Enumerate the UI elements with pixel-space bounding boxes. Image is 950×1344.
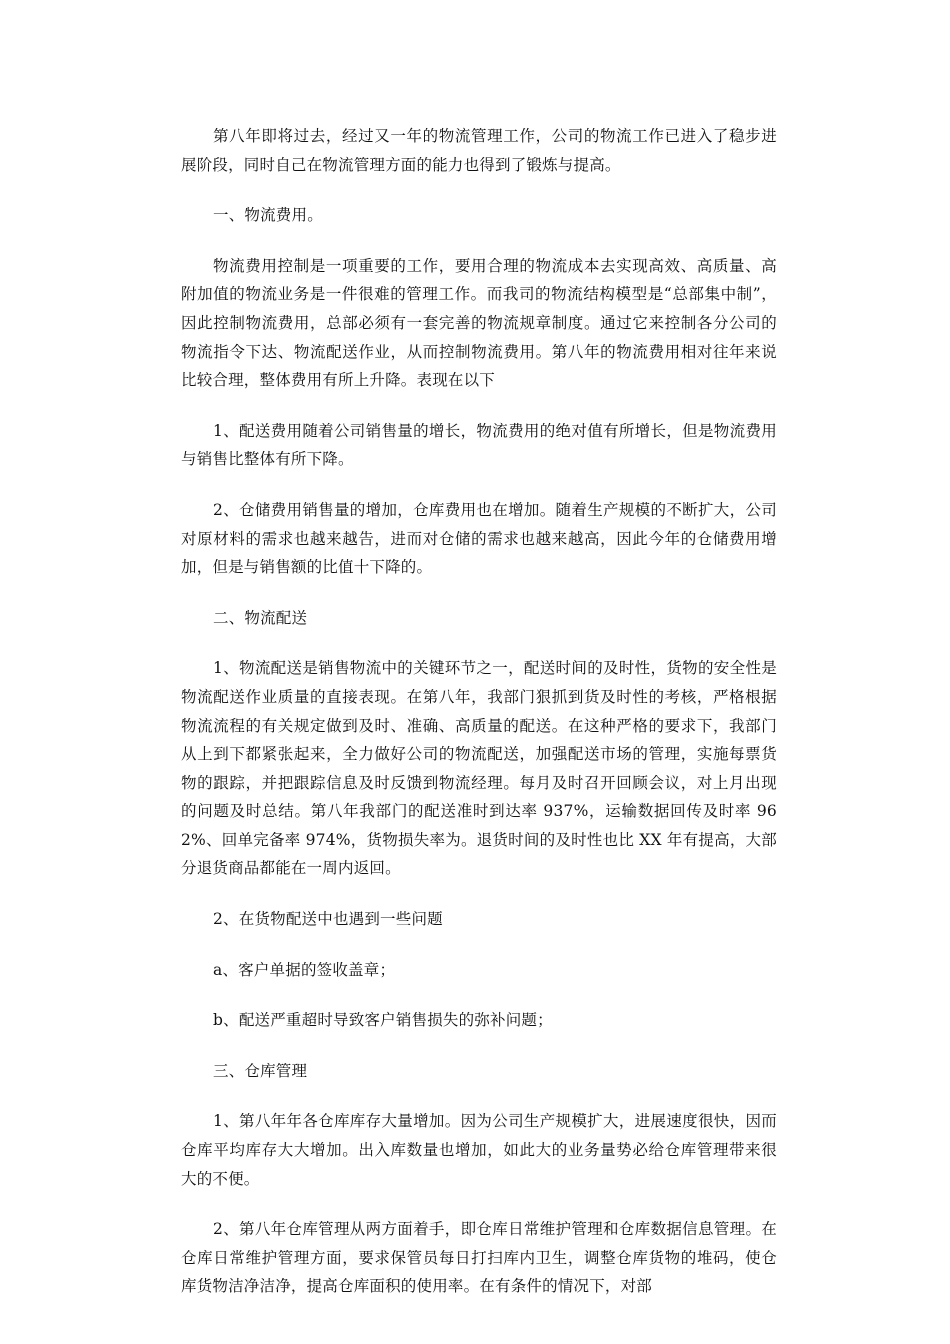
storage-cost-paragraph: 2、仓储费用销售量的增加，仓库费用也在增加。随着生产规模的不断扩大，公司对原材料的需求也越来越告，进而对仓储的需求也越来越高，因此今年的仓储费用增加，但是与销售额的比值十下降的。 xyxy=(181,500,777,577)
intro-paragraph: 第八年即将过去，经过又一年的物流管理工作，公司的物流工作已进入了稳步进展阶段，同时自己在物流管理方面的能力也得到了锻炼与提高。 xyxy=(181,127,777,174)
warehouse-inventory-paragraph: 1、第八年年各仓库库存大量增加。因为公司生产规模扩大，进展速度很快，因而仓库平均库存大大增加。出入库数量也增加，如此大的业务量势必给仓库管理带来很大的不便。 xyxy=(181,1112,777,1188)
section-heading-warehouse-management: 三、仓库管理 xyxy=(213,1061,308,1080)
document-body xyxy=(181,122,777,1323)
logistics-cost-paragraph: 物流费用控制是一项重要的工作，要用合理的物流成本去实现高效、高质量、高附加值的物流业务是一件很难的管理工作。而我司的物流结构模型是“总部集中制”，因此控制物流费用，总部必须有一套完善的物流规章制度。通过它来控制各分公司的物流指令下达、物流配送作业，从而控制物流费用。第八年的物流费用相对往年来说比较合理，整体费用有所上升降。表现在以下 xyxy=(181,256,777,390)
delivery-problems-paragraph: 2、在货物配送中也遇到一些问题 xyxy=(213,910,443,929)
warehouse-management-paragraph: 2、第八年仓库管理从两方面着手，即仓库日常维护管理和仓库数据信息管理。在仓库日常维护管理方面，要求保管员每日打扫库内卫生，调整仓库货物的堆码，使仓库货物洁净洁净，提高仓库面积的使用率。在有条件的情况下，对部 xyxy=(181,1220,777,1296)
delivery-performance-paragraph: 1、物流配送是销售物流中的关键环节之一，配送时间的及时性，货物的安全性是物流配送作业质量的直接表现。在第八年，我部门狠抓到货及时性的考核，严格根据物流流程的有关规定做到及时、准确、高质量的配送。在这种严格的要求下，我部门从上到下都紧张起来，全力做好公司的物流配送，加强配送市场的管理，实施每票货物的跟踪，并把跟踪信息及时反馈到物流经理。每月及时召开回顾会议，对上月出现的问题及时总结。第八年我部门的配送准时到达率 937%，运输数据回传及时率 962%、回单完备率 974%，货物损失率为。退货时间的及时性也比 XX 年有提高，大部分退货商品都能在一周内返回。 xyxy=(181,659,777,878)
problem-item-a: a、客户单据的签收盖章； xyxy=(213,960,396,979)
section-heading-logistics-delivery: 二、物流配送 xyxy=(213,608,308,627)
delivery-cost-paragraph: 1、配送费用随着公司销售量的增长，物流费用的绝对值有所增长，但是物流费用与销售比整体有所下降。 xyxy=(181,421,777,469)
section-heading-logistics-cost: 一、物流费用。 xyxy=(213,206,323,225)
problem-item-b: b、配送严重超时导致客户销售损失的弥补问题； xyxy=(213,1011,553,1030)
